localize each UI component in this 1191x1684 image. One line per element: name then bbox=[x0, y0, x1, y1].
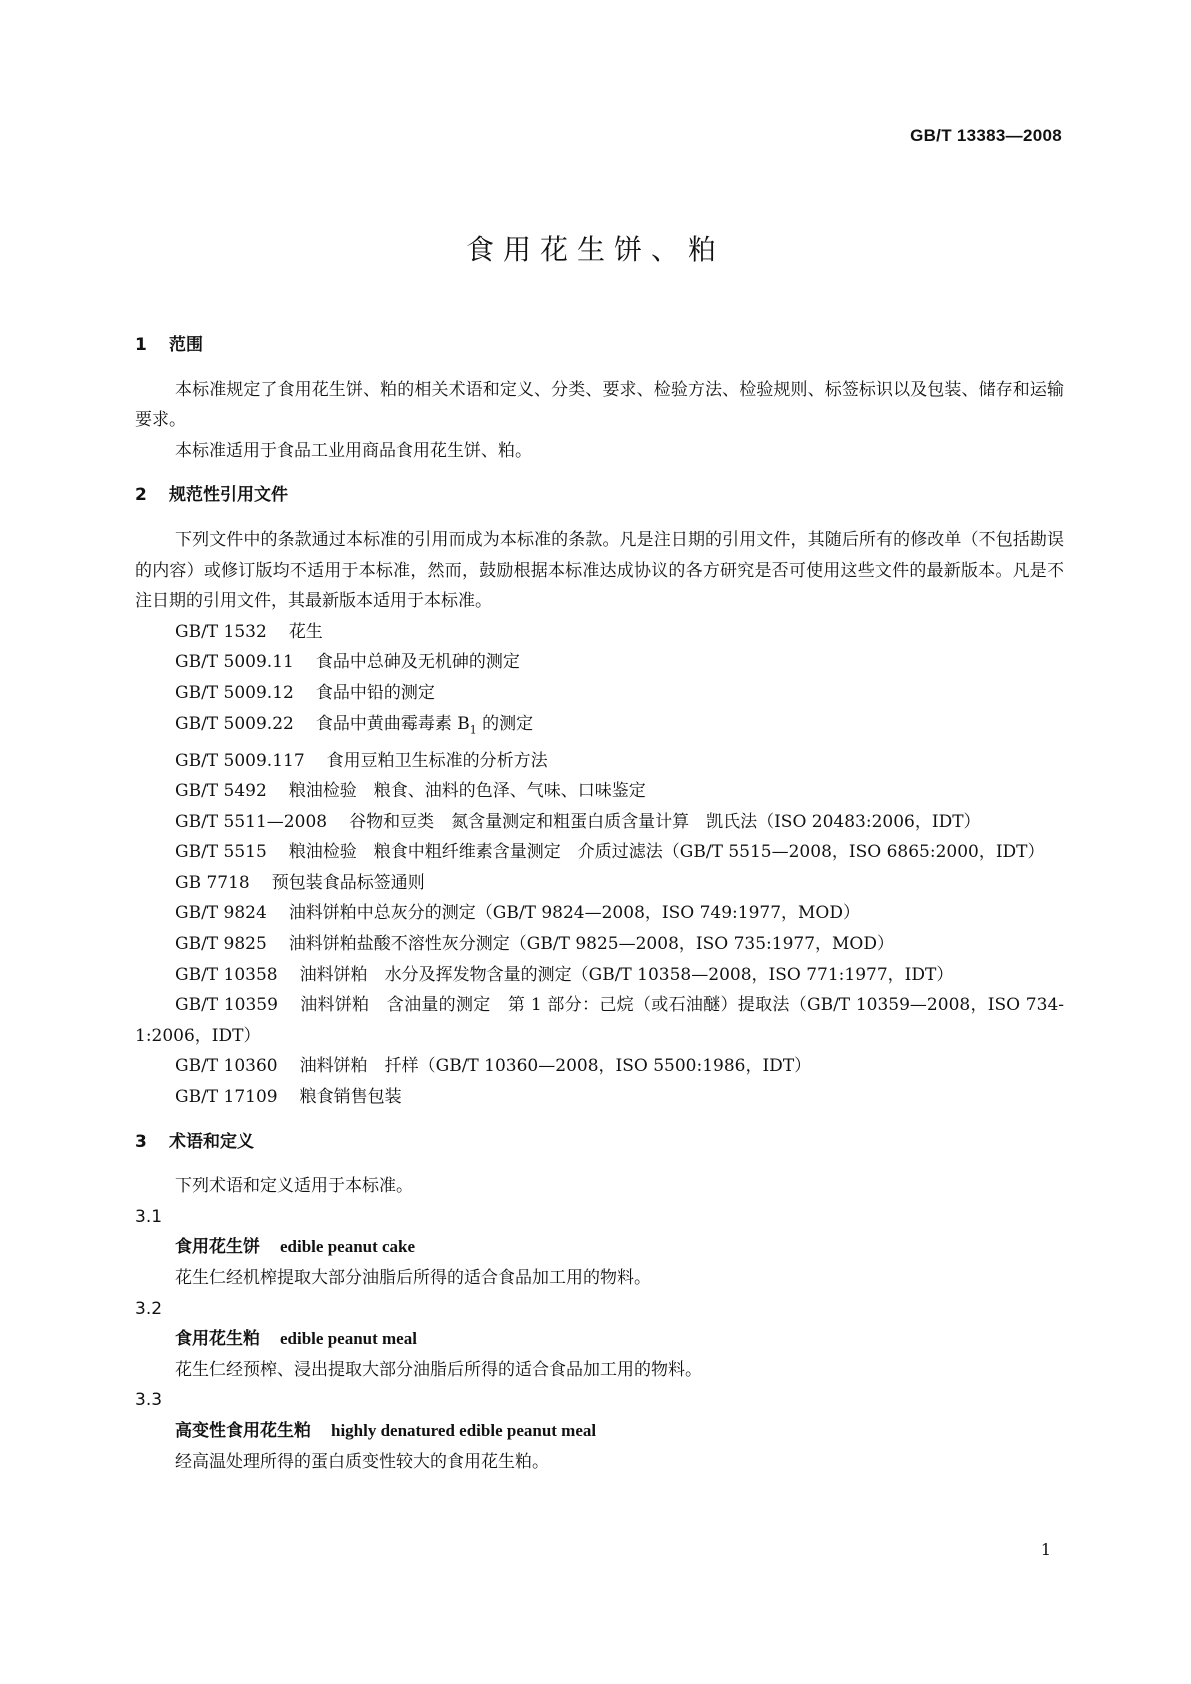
reference-item bbox=[135, 990, 1064, 1051]
reference-item bbox=[135, 776, 1064, 807]
reference-code: GB/T 17109 bbox=[175, 1087, 278, 1108]
term-english: edible peanut cake bbox=[280, 1237, 416, 1257]
reference-code: GB/T 5009.12 bbox=[175, 682, 294, 703]
reference-title: 食品中铅的测定 bbox=[315, 682, 435, 703]
reference-item bbox=[135, 929, 1064, 960]
section-title: 规范性引用文件 bbox=[169, 485, 288, 506]
reference-title: 食用豆粕卫生标准的分析方法 bbox=[326, 750, 548, 771]
term-english: highly denatured edible peanut meal bbox=[331, 1420, 597, 1440]
reference-code: GB/T 1532 bbox=[175, 621, 267, 642]
section-title: 术语和定义 bbox=[169, 1131, 254, 1152]
term-heading bbox=[135, 1324, 1064, 1355]
section-title: 范围 bbox=[169, 335, 203, 355]
term-chinese: 食用花生饼 bbox=[175, 1237, 260, 1258]
reference-code: GB/T 5492 bbox=[175, 781, 267, 802]
reference-title: 谷物和豆类 氮含量测定和粗蛋白质含量计算 凯氏法（ISO 20483:2006，IDT） bbox=[349, 811, 981, 832]
reference-title: 预包装食品标签通则 bbox=[271, 872, 425, 893]
reference-code: GB/T 5009.117 bbox=[175, 750, 305, 771]
term-heading bbox=[135, 1416, 1064, 1447]
reference-code: GB/T 5009.11 bbox=[175, 652, 294, 673]
term-definition: 花生仁经预榨、浸出提取大部分油脂后所得的适合食品加工用的物料。 bbox=[175, 1359, 702, 1380]
term-definition: 花生仁经机榨提取大部分油脂后所得的适合食品加工用的物料。 bbox=[175, 1268, 651, 1289]
reference-title: 食品中黄曲霉毒素 B bbox=[315, 713, 470, 734]
reference-code: GB/T 10360 bbox=[175, 1056, 278, 1077]
scope-paragraph: 本标准规定了食用花生饼、粕的相关术语和定义、分类、要求、检验方法、检验规则、标签标识以及包装、储存和运输要求。 bbox=[135, 379, 1064, 431]
references-intro: 下列文件中的条款通过本标准的引用而成为本标准的条款。凡是注日期的引用文件，其随后所有的修改单（不包括勘误的内容）或修订版均不适用于本标准，然而，鼓励根据本标准达成协议的各方研究是否可使用这些文件的最新版本。凡是不注日期的引用文件，其最新版本适用于本标准。 bbox=[135, 529, 1064, 612]
reference-title: 油料饼粕 含油量的测定 第 1 部分：己烷（或石油醚）提取法（GB/T 10359—2008，ISO 734-1:2006，IDT） bbox=[135, 995, 1065, 1046]
reference-code: GB/T 5009.22 bbox=[175, 713, 294, 734]
reference-title: 油料饼粕盐酸不溶性灰分测定（GB/T 9825—2008，ISO 735:1977，MOD） bbox=[288, 934, 894, 955]
reference-title: 粮食销售包装 bbox=[299, 1087, 402, 1108]
reference-item bbox=[135, 960, 1064, 991]
reference-subscript: 1 bbox=[469, 722, 477, 736]
reference-code: GB/T 5511—2008 bbox=[175, 811, 328, 832]
reference-item bbox=[135, 1082, 1064, 1113]
term-chinese: 食用花生粕 bbox=[175, 1329, 260, 1350]
page-number: 1 bbox=[1040, 1540, 1051, 1559]
reference-item bbox=[135, 898, 1064, 929]
section-heading-terms-definitions bbox=[135, 1127, 1064, 1158]
reference-code: GB/T 9825 bbox=[175, 934, 267, 955]
reference-code: GB/T 10358 bbox=[175, 964, 278, 985]
reference-item bbox=[135, 746, 1064, 777]
reference-item bbox=[135, 709, 1064, 746]
scope-paragraph: 本标准适用于食品工业用商品食用花生饼、粕。 bbox=[175, 440, 532, 461]
reference-item bbox=[135, 617, 1064, 648]
section-number: 3 bbox=[135, 1131, 147, 1152]
reference-title: 花生 bbox=[288, 621, 323, 642]
reference-title-suffix: 的测定 bbox=[476, 713, 534, 734]
reference-code: GB/T 9824 bbox=[175, 903, 267, 924]
term-heading bbox=[135, 1232, 1064, 1263]
reference-item bbox=[135, 647, 1064, 678]
document-title: 食用花生饼、粕 bbox=[465, 233, 725, 266]
term-definition: 经高温处理所得的蛋白质变性较大的食用花生粕。 bbox=[175, 1451, 549, 1472]
terms-intro: 下列术语和定义适用于本标准。 bbox=[175, 1176, 413, 1197]
document-body bbox=[135, 330, 1064, 1477]
reference-title: 食品中总砷及无机砷的测定 bbox=[315, 652, 520, 673]
term-number: 3.1 bbox=[135, 1206, 163, 1227]
term-number: 3.2 bbox=[135, 1298, 163, 1319]
term-number: 3.3 bbox=[135, 1390, 163, 1411]
reference-title: 粮油检验 粮食中粗纤维素含量测定 介质过滤法（GB/T 5515—2008，ISO 6865:2000，IDT） bbox=[288, 842, 1045, 863]
standard-code: GB/T 13383—2008 bbox=[910, 126, 1062, 145]
section-heading-normative-references bbox=[135, 480, 1064, 511]
reference-item bbox=[135, 1051, 1064, 1082]
reference-item bbox=[135, 807, 1064, 838]
term-chinese: 高变性食用花生粕 bbox=[175, 1420, 311, 1441]
reference-code: GB/T 5515 bbox=[175, 842, 267, 863]
reference-item bbox=[135, 678, 1064, 709]
section-heading-scope bbox=[135, 330, 1064, 361]
reference-title: 油料饼粕中总灰分的测定（GB/T 9824—2008，ISO 749:1977，MOD） bbox=[288, 903, 860, 924]
term-english: edible peanut meal bbox=[280, 1329, 417, 1349]
reference-title: 油料饼粕 扦样（GB/T 10360—2008，ISO 5500:1986，IDT） bbox=[299, 1056, 812, 1077]
reference-item bbox=[135, 868, 1064, 899]
reference-title: 油料饼粕 水分及挥发物含量的测定（GB/T 10358—2008，ISO 771:1977，IDT） bbox=[299, 964, 954, 985]
reference-code: GB/T 10359 bbox=[175, 995, 278, 1016]
reference-item bbox=[135, 837, 1064, 868]
section-number: 1 bbox=[135, 335, 147, 355]
reference-title: 粮油检验 粮食、油料的色泽、气味、口味鉴定 bbox=[288, 781, 646, 802]
section-number: 2 bbox=[135, 485, 147, 506]
reference-code: GB 7718 bbox=[175, 872, 250, 893]
